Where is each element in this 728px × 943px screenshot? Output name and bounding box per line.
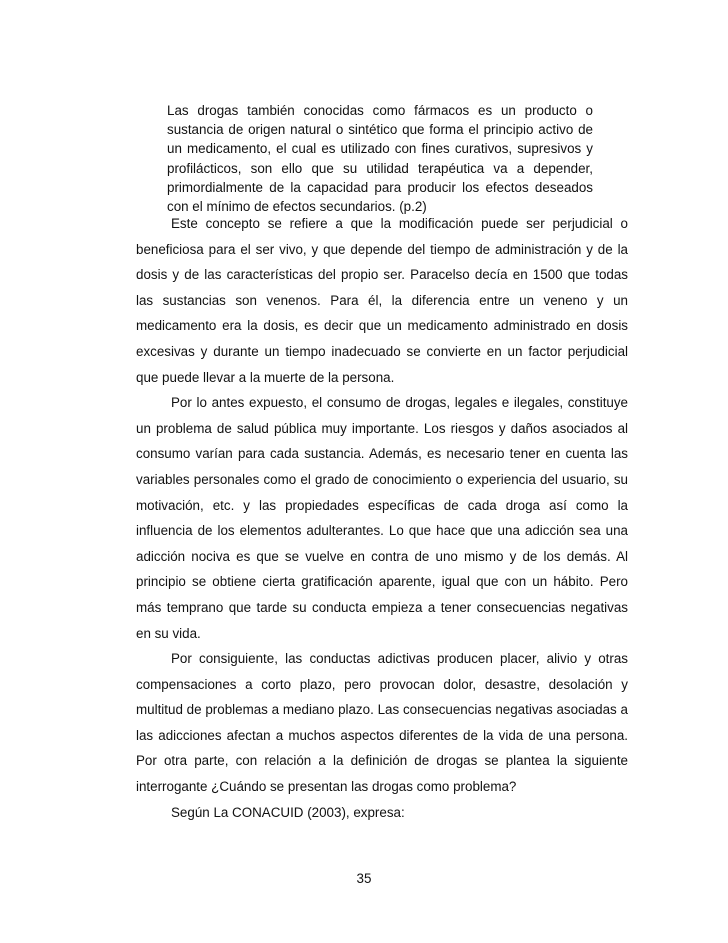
block-quote: Las drogas también conocidas como fármacos es un producto o sustancia de origen natural o sintético que forma el principio activo de un medicamento, el cual es utilizado con fines curativos, supresivos y profilácticos, son ello que su utilidad terapéutica va a depender, primordialmente de la capacidad para producir los efectos deseados con el mínimo de efectos secundarios. (p.2) bbox=[167, 103, 593, 215]
citation-intro: Según La CONACUID (2003), expresa: bbox=[171, 804, 405, 820]
paragraph-2: Por lo antes expuesto, el consumo de drogas, legales e ilegales, constituye un problema de salud pública muy importante. Los riesgos y daños asociados al consumo varían para cada sustancia. Además, es necesario tener en cuenta las variables personales como el grado de conocimiento o experiencia del usuario, su motivación, etc. y las propiedades específicas de cada droga así como la influencia de los elementos adulterantes. Lo que hace que una adicción sea una adicción nociva es que se vuelve en contra de uno mismo y de los demás. Al principio se obtiene cierta gratificación aparente, igual que con un hábito. Pero más temprano que tarde su conducta empieza a tener consecuencias negativas en su vida. bbox=[136, 395, 628, 641]
body-text bbox=[136, 211, 628, 825]
page-number: 35 bbox=[356, 871, 372, 886]
paragraph-1: Este concepto se refiere a que la modificación puede ser perjudicial o beneficiosa para el ser vivo, y que depende del tiempo de administración y de la dosis y de las características del propio ser. Paracelso decía en 1500 que todas las sustancias son venenos. Para él, la diferencia entre un veneno y un medicamento era la dosis, es decir que un medicamento administrado en dosis excesivas y durante un tiempo inadecuado se convierte en un factor perjudicial que puede llevar a la muerte de la persona. bbox=[136, 216, 628, 385]
paragraph-3: Por consiguiente, las conductas adictivas producen placer, alivio y otras compensaciones a corto plazo, pero provocan dolor, desastre, desolación y multitud de problemas a mediano plazo. Las consecuencias negativas asociadas a las adicciones afectan a muchos aspectos diferentes de la vida de una persona. Por otra parte, con relación a la definición de drogas se plantea la siguiente interrogante ¿Cuándo se presentan las drogas como problema? bbox=[136, 651, 628, 795]
